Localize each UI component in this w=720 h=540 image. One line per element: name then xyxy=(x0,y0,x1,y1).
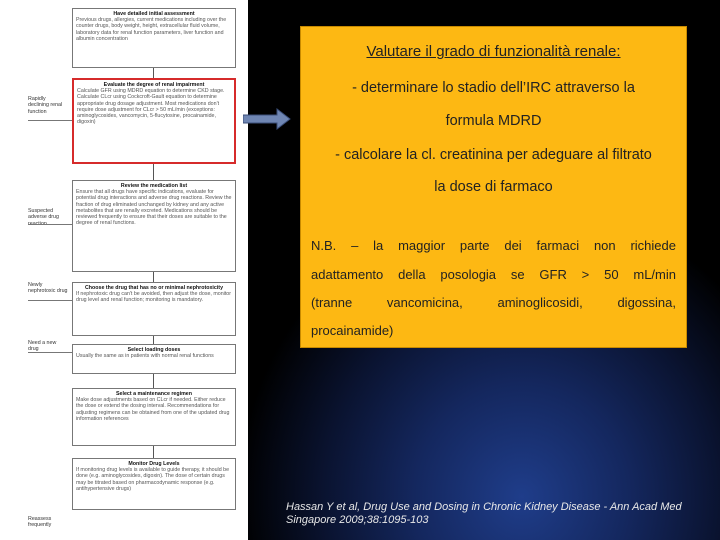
callout-note: adattamento della posologia se GFR > 50 mL/min xyxy=(311,267,676,282)
side-label-nephrotoxic-drug: Newly nephrotoxic drug xyxy=(28,282,68,295)
flowchart-panel xyxy=(0,0,248,540)
step-description: Calculate GFR using MDRD equation to determine CKD stage. Calculate CLcr using Cockcroft-Gault equation to determine appropriate drug dosage adjustment. Most medications don't require dose adjustment for CLcr > 50 mL/min (exceptions: aminoglycosides, vancomycin, 5-flucytosine, procainamide, digoxin) xyxy=(77,88,225,126)
step-loading-doses xyxy=(72,344,236,374)
side-label-adverse-reaction: Suspected adverse drug xyxy=(28,208,59,221)
callout-title: Valutare il grado di funzionalità renale: xyxy=(366,43,621,60)
side-connector xyxy=(28,300,72,301)
callout-line: formula MDRD xyxy=(445,113,542,129)
step-renal-impairment xyxy=(72,78,236,164)
step-description: Make dose adjustments based on CLcr if needed. Either reduce the dose or extend the dosing interval. Recommendations for adjusting regimens can be obtained from one of the updated drug information references xyxy=(76,397,230,422)
step-title: Evaluate the degree of renal impairment xyxy=(103,82,205,88)
step-title: Select a maintenance regimen xyxy=(116,391,192,397)
step-title: Choose the drug that has no or minimal nephrotoxicity xyxy=(84,285,224,291)
step-description: Ensure that all drugs have specific indications, evaluate for potential drug interactions and adverse drug reactions. Review the fraction of drug eliminated unchanged by kidney and any active metabolites that are renally excreted. Medications should be reviewed frequently to ensure that their doses are suitable to the degree of renal functions. xyxy=(76,189,232,227)
step-title: Review the medication list xyxy=(120,183,188,189)
step-description: If nephrotoxic drug can't be avoided, then adjust the dose, monitor drug level and renal function; monitoring is mandatory. xyxy=(76,291,232,304)
step-description: Usually the same as in patients with normal renal functions xyxy=(76,353,214,360)
step-review-medications xyxy=(72,180,236,272)
step-monitor-levels xyxy=(72,458,236,510)
callout-line: la dose di farmaco xyxy=(434,179,553,195)
step-maintenance-regimen xyxy=(72,388,236,446)
callout-note: procainamide) xyxy=(311,323,394,338)
callout-note: (tranne vancomicina, aminoglicosidi, digossina, xyxy=(311,295,676,310)
side-connector xyxy=(28,352,72,353)
side-connector xyxy=(28,120,72,121)
side-label-reassess: Reassess frequently xyxy=(28,516,52,529)
side-connector xyxy=(28,224,72,225)
step-description: Previous drugs, allergies, current medications including over the counter drugs, body weight, height, extracellular fluid volume, laboratory data for renal function parameters, liver function and albumin concentration xyxy=(76,17,227,42)
step-title: Have detailed initial assessment xyxy=(113,11,195,17)
step-description: If monitoring drug levels is available to guide therapy, it should be done (e.g. aminoglycosides, digoxin). The dose of certain drugs may be titrated based on pharmacodynamic response (e.g. antihypertensive drugs) xyxy=(76,467,230,492)
step-choose-drug xyxy=(72,282,236,336)
side-label-new-drug: Need a new drug xyxy=(28,340,57,353)
arrow-right-icon xyxy=(243,108,291,130)
callout-note: N.B. – la maggior parte dei farmaci non richiede xyxy=(311,238,676,253)
step-title: Select loading doses xyxy=(127,347,181,353)
callout-line: - determinare lo stadio dell’IRC attraverso la xyxy=(352,80,635,96)
step-title: Monitor Drug Levels xyxy=(128,461,180,467)
citation xyxy=(286,501,706,527)
citation-line: Singapore 2009;38:1095-103 xyxy=(286,514,429,526)
citation-line: Hassan Y et al, Drug Use and Dosing in Chronic Kidney Disease - Ann Acad Med xyxy=(286,501,682,513)
renal-function-callout xyxy=(300,26,687,348)
step-initial-assessment xyxy=(72,8,236,68)
callout-line: - calcolare la cl. creatinina per adeguare al filtrato xyxy=(335,147,652,163)
side-label-declining-function: Rapidly declining renal function xyxy=(28,96,63,115)
